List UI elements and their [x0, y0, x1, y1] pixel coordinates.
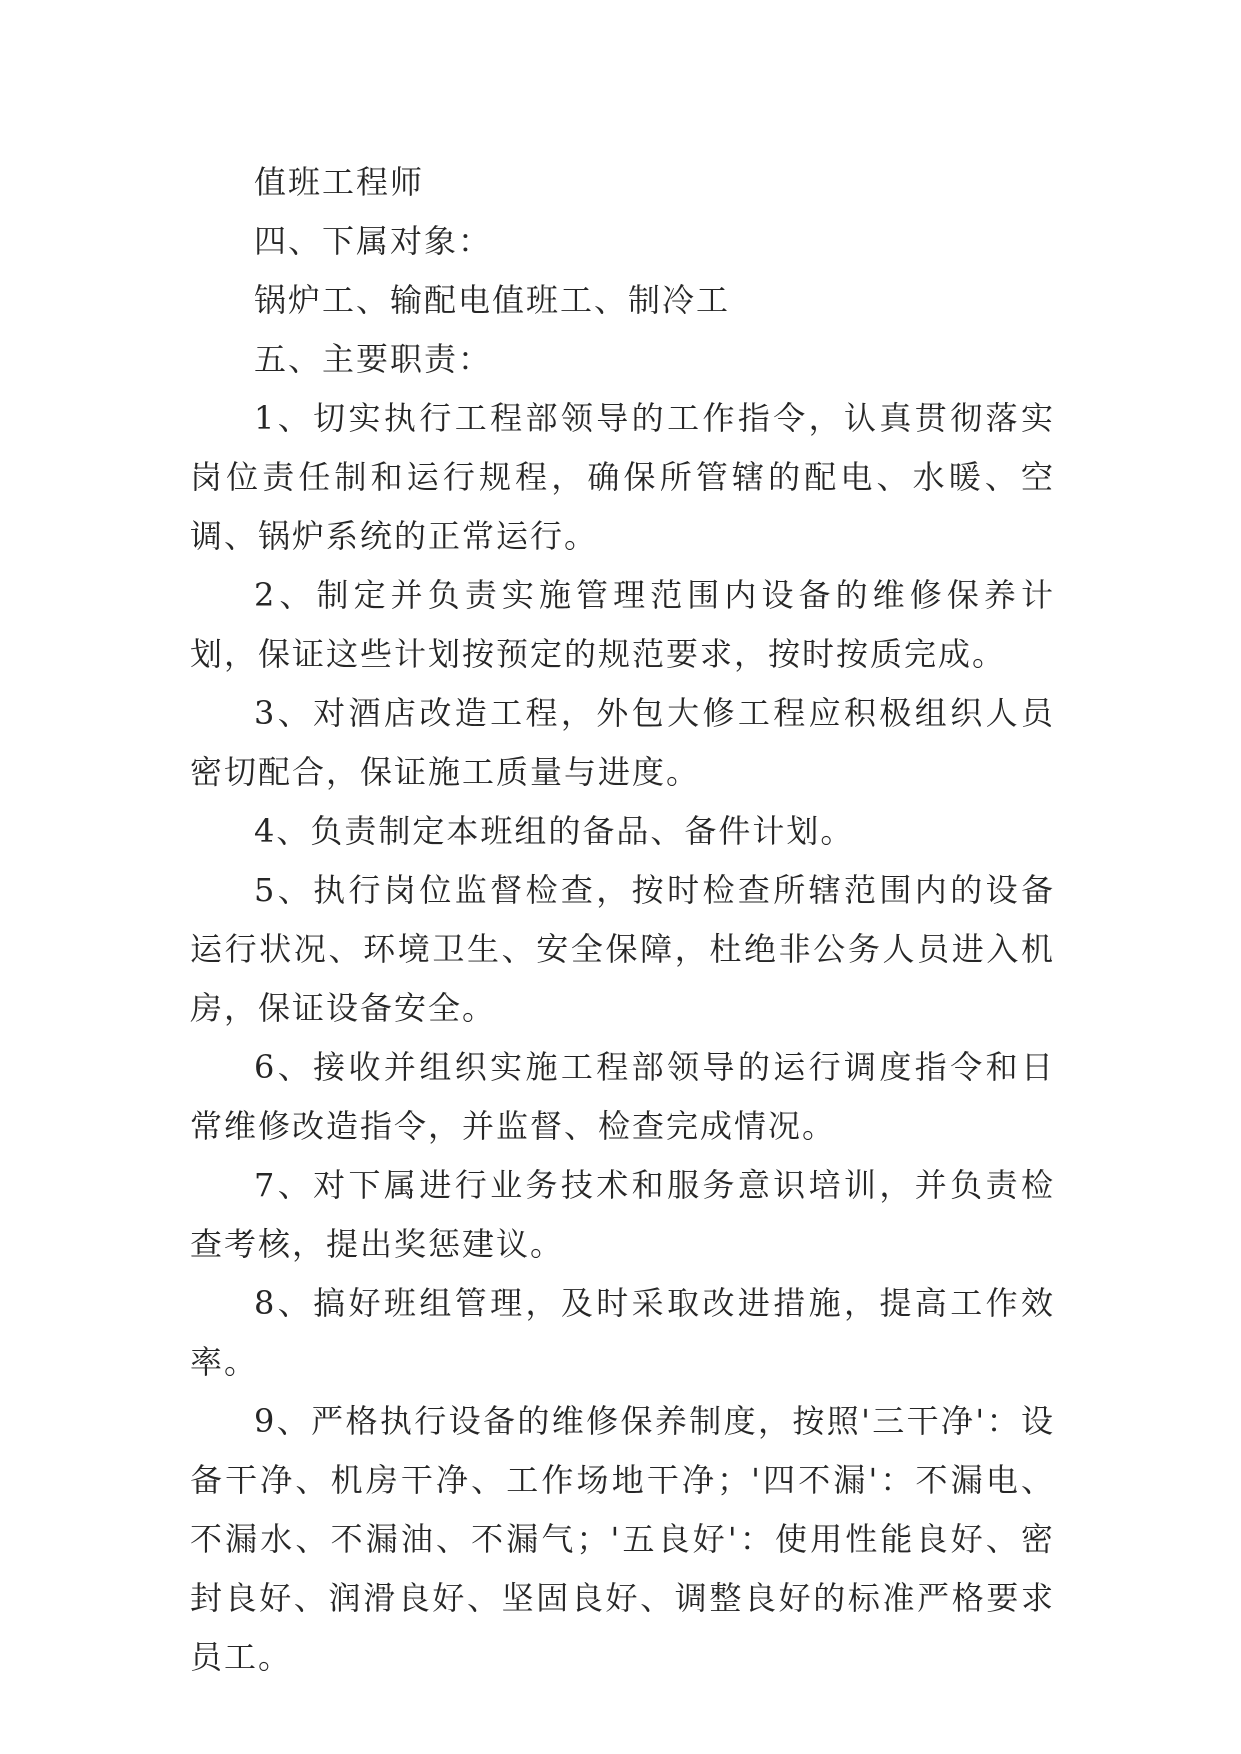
paragraph-section-4-heading: 四、下属对象：	[254, 222, 493, 260]
paragraph-duty-7: 7、对下属进行业务技术和服务意识培训，并负责检查考核，提出奖惩建议。	[190, 1166, 1055, 1263]
paragraph-duty-5: 5、执行岗位监督检查，按时检查所辖范围内的设备运行状况、环境卫生、安全保障，杜绝非公务人员进入机房，保证设备安全。	[190, 871, 1055, 1027]
document-body	[190, 153, 1055, 1687]
paragraph-subordinates: 锅炉工、输配电值班工、制冷工	[254, 281, 731, 319]
paragraph-duty-8: 8、搞好班组管理，及时采取改进措施，提高工作效率。	[190, 1284, 1055, 1381]
paragraph-duty-2: 2、制定并负责实施管理范围内设备的维修保养计划，保证这些计划按预定的规范要求，按时按质完成。	[190, 576, 1055, 673]
paragraph-duty-6: 6、接收并组织实施工程部领导的运行调度指令和日常维修改造指令，并监督、检查完成情况。	[190, 1048, 1055, 1145]
paragraph-duty-3: 3、对酒店改造工程，外包大修工程应积极组织人员密切配合，保证施工质量与进度。	[190, 694, 1055, 791]
paragraph-duty-1: 1、切实执行工程部领导的工作指令，认真贯彻落实岗位责任制和运行规程，确保所管辖的配电、水暖、空调、锅炉系统的正常运行。	[190, 399, 1055, 555]
paragraph-duty-4: 4、负责制定本班组的备品、备件计划。	[254, 812, 855, 850]
paragraph-duty-9: 9、严格执行设备的维修保养制度，按照'三干净'：设备干净、机房干净、工作场地干净；'四不漏'：不漏电、不漏水、不漏油、不漏气；'五良好'：使用性能良好、密封良好、润滑良好、坚固良好、调整良好的标准严格要求员工。	[190, 1402, 1055, 1676]
paragraph-duty-title: 值班工程师	[254, 163, 425, 201]
paragraph-section-5-heading: 五、主要职责：	[254, 340, 493, 378]
